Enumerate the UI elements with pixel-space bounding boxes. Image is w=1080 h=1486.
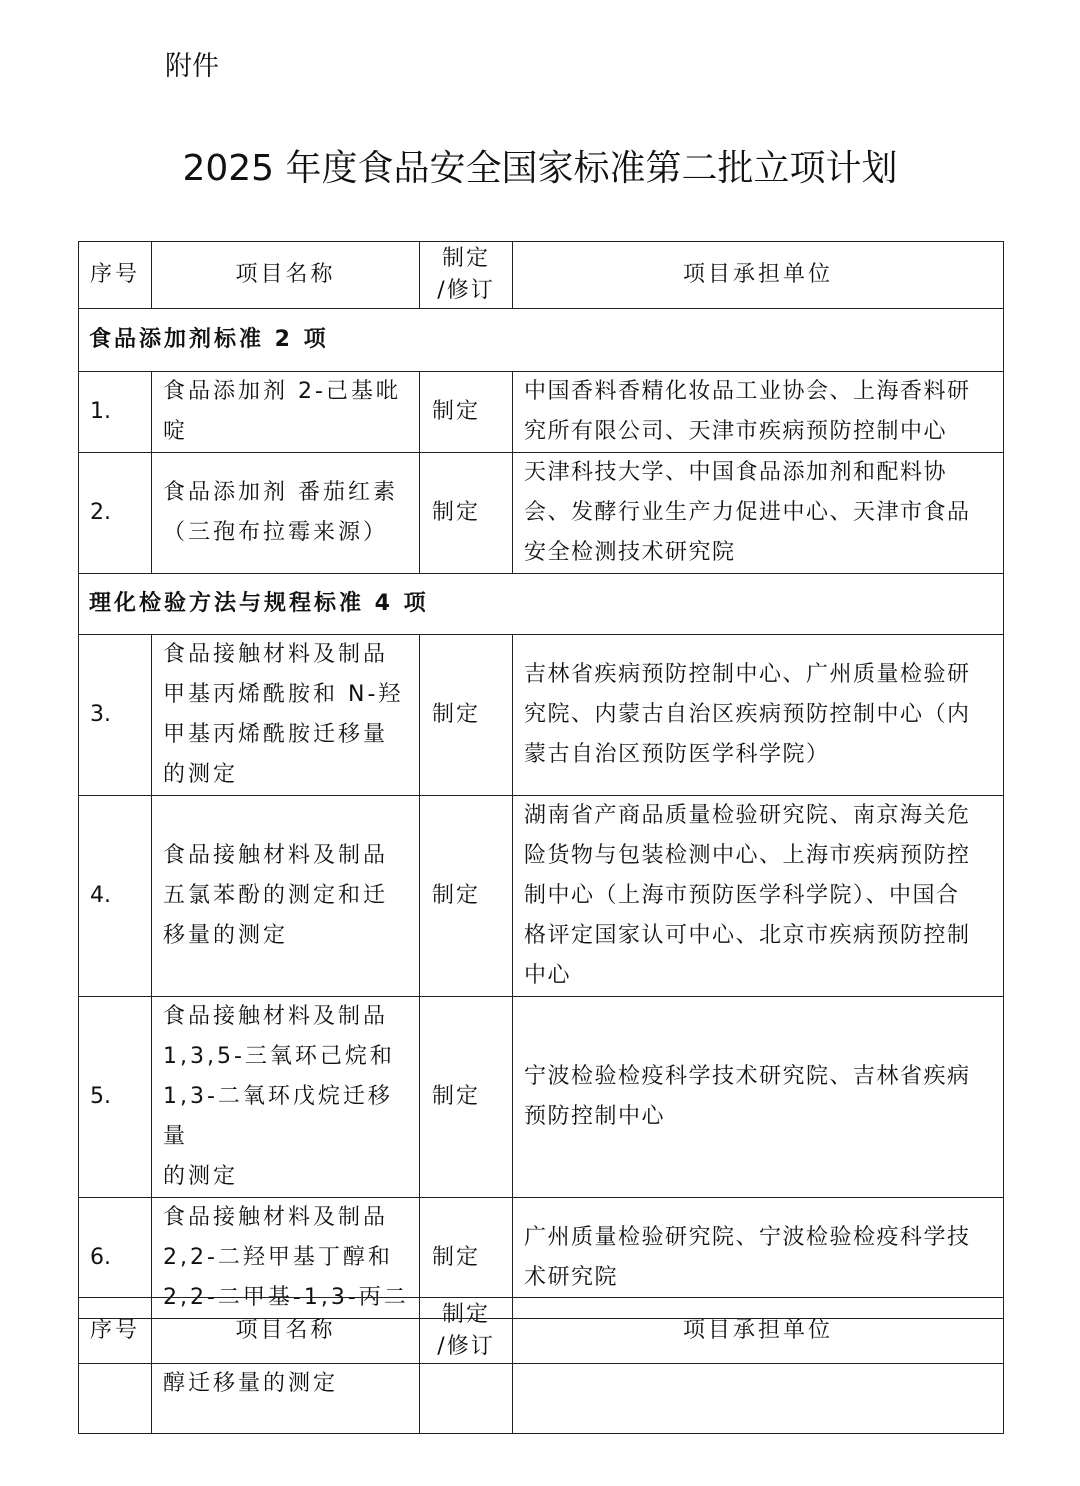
table-row [79,796,1004,997]
row-seq: 2. [79,453,152,574]
document-title: 2025 年度食品安全国家标准第二批立项计划 [182,148,898,189]
table-row [79,1364,1004,1434]
header-type-line1: 制定 [441,1301,490,1327]
row-type: 制定 [420,796,513,997]
row-name: 食品添加剂 番茄红素 （三孢布拉霉来源） [152,453,420,574]
header-type-line2: /修订 [437,278,495,303]
row-type [420,1364,513,1434]
row-seq: 6. [79,1198,152,1319]
row-unit: 中国香料香精化妆品工业协会、上海香料研 究所有限公司、天津市疾病预防控制中心 [513,372,1004,453]
header-name: 项目名称 [152,1298,420,1364]
table-row [79,453,1004,574]
project-plan-table-continued [78,1297,1004,1434]
header-seq: 序号 [79,242,152,309]
header-unit: 项目承担单位 [513,1298,1004,1364]
header-name: 项目名称 [152,242,420,309]
header-type-line2: /修订 [437,1333,495,1359]
row-unit: 湖南省产商品质量检验研究院、南京海关危 险货物与包装检测中心、上海市疾病预防控 制中心（上海市预防医学科学院）、中国合 格评定国家认可中心、北京市疾病预防控制 中心 [513,796,1004,997]
row-seq: 5. [79,997,152,1198]
row-name: 食品接触材料及制品 甲基丙烯酰胺和 N-羟 甲基丙烯酰胺迁移量 的测定 [152,635,420,796]
table-header-row [79,1298,1004,1364]
row-type: 制定 [420,635,513,796]
header-seq: 序号 [79,1298,152,1364]
section-heading: 理化检验方法与规程标准 4 项 [79,574,1004,635]
table-row [79,372,1004,453]
section-row [79,309,1004,372]
header-type [420,242,513,309]
row-seq: 4. [79,796,152,997]
header-type [420,1298,513,1364]
row-unit [513,1364,1004,1434]
row-name: 食品接触材料及制品 2,2-二羟甲基丁醇和 2,2-二甲基-1,3-丙二 [152,1198,420,1319]
row-type: 制定 [420,997,513,1198]
row-unit: 天津科技大学、中国食品添加剂和配料协 会、发酵行业生产力促进中心、天津市食品 安全检测技术研究院 [513,453,1004,574]
row-name: 食品添加剂 2-己基吡 啶 [152,372,420,453]
row-seq: 1. [79,372,152,453]
row-type: 制定 [420,453,513,574]
section-heading: 食品添加剂标准 2 项 [79,309,1004,372]
header-type-line1: 制定 [441,246,490,271]
row-type: 制定 [420,372,513,453]
project-plan-table [78,241,1004,1319]
table-row [79,997,1004,1198]
row-unit: 吉林省疾病预防控制中心、广州质量检验研 究院、内蒙古自治区疾病预防控制中心（内 蒙古自治区预防医学科学院） [513,635,1004,796]
row-name: 醇迁移量的测定 [152,1364,420,1434]
attachment-label: 附件 [165,51,219,82]
row-name: 食品接触材料及制品 五氯苯酚的测定和迁 移量的测定 [152,796,420,997]
row-type: 制定 [420,1198,513,1319]
header-unit: 项目承担单位 [513,242,1004,309]
row-seq: 3. [79,635,152,796]
section-row [79,574,1004,635]
table-header-row [79,242,1004,309]
row-name: 食品接触材料及制品 1,3,5-三氧环己烷和 1,3-二氧环戊烷迁移量 的测定 [152,997,420,1198]
row-unit: 宁波检验检疫科学技术研究院、吉林省疾病 预防控制中心 [513,997,1004,1198]
table-row [79,635,1004,796]
row-seq [79,1364,152,1434]
row-unit: 广州质量检验研究院、宁波检验检疫科学技 术研究院 [513,1198,1004,1319]
